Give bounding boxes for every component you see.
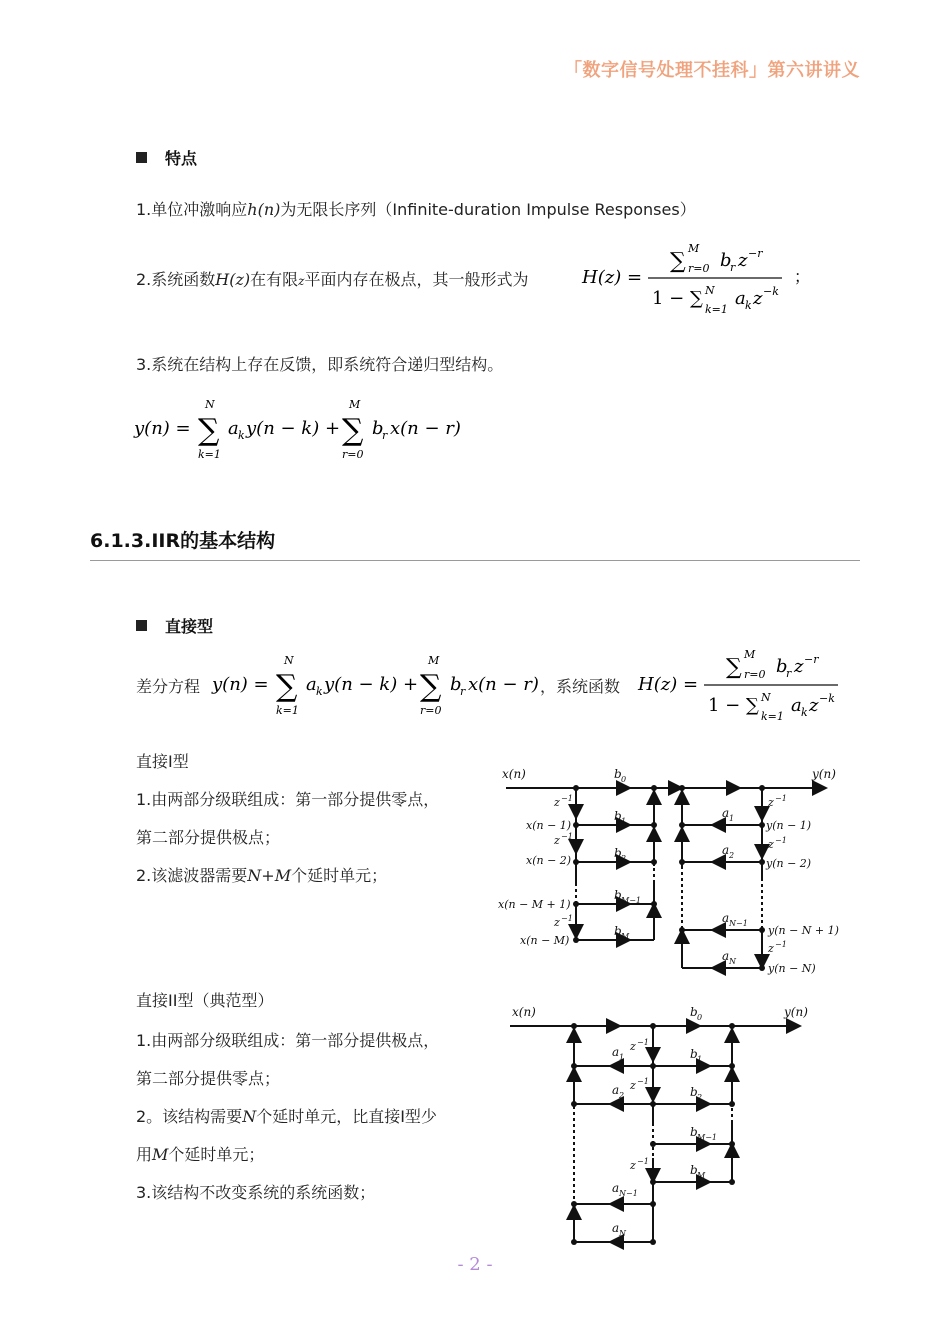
node-dot	[759, 859, 765, 865]
num-sup: M	[688, 242, 700, 255]
label2-b1: b	[690, 1047, 698, 1061]
form2-item2c-b: 个延时单元；	[168, 1145, 265, 1164]
label-z-inv: z	[768, 838, 774, 851]
node-dot	[571, 1063, 577, 1069]
label2-aN1: a	[612, 1181, 620, 1195]
direct-heading	[136, 614, 213, 637]
den-one-2: 1 − ∑	[708, 695, 759, 716]
square-bullet-icon	[136, 620, 147, 631]
section-divider	[90, 560, 860, 561]
sum-a-top-2: N	[284, 654, 294, 667]
node-dot	[759, 822, 765, 828]
label2-z-inv: z	[630, 1079, 636, 1092]
label-aN-sub: N	[729, 957, 736, 966]
feature-1-math: h(n)	[247, 200, 281, 219]
node-dot	[650, 1063, 656, 1069]
node-dot	[571, 1201, 577, 1207]
node-dot	[729, 1063, 735, 1069]
feature-2-text-c: 平面内存在极点，其一般形式为	[304, 270, 529, 289]
label2-a2-sub: 2	[619, 1091, 625, 1100]
label-b1: b	[614, 809, 622, 823]
term-a: a	[228, 418, 239, 439]
label-bM: b	[614, 924, 622, 938]
node-dot	[679, 859, 685, 865]
node-dot	[571, 1101, 577, 1107]
den-z: z	[753, 288, 763, 309]
label-ynN: y(n − N)	[768, 962, 816, 975]
label-x-n: x(n)	[502, 767, 526, 781]
label2-aN1-sub: N−1	[619, 1189, 638, 1198]
num-z: z	[738, 250, 748, 271]
den-z-sup-2: −k	[819, 692, 835, 705]
den-z-2: z	[809, 695, 819, 716]
label-yn2: y(n − 2)	[766, 857, 812, 870]
label-bM-sub: M	[621, 932, 630, 941]
label2-z-inv: z	[630, 1159, 636, 1172]
label2-b0: b	[690, 1005, 698, 1019]
label-b1-sub: 1	[621, 817, 627, 826]
form1-item2-b: 个延时单元；	[291, 866, 388, 885]
feature-item-3: 3.系统在结构上存在反馈，即系统符合递归型结构。	[136, 355, 504, 374]
hz-lhs-2: H(z) =	[638, 674, 699, 695]
label2-b0-sub: 0	[697, 1013, 703, 1022]
node-dot	[571, 1023, 577, 1029]
sum-b-bot: r=0	[342, 448, 364, 461]
num-term: b	[720, 250, 732, 271]
label2-b2: b	[690, 1085, 698, 1099]
label-z-inv-sup: −1	[775, 836, 787, 845]
den-sub-2: k=1	[761, 710, 784, 723]
node-dot	[650, 1141, 656, 1147]
term-a-rest-2: y(n − k) +	[324, 674, 419, 695]
form2-item2c	[136, 1142, 264, 1165]
label2-bM1-sub: M−1	[697, 1133, 717, 1142]
form1-item2-math: N+M	[247, 866, 292, 885]
label-a2-sub: 2	[729, 851, 735, 860]
node-dot	[651, 822, 657, 828]
node-dot	[729, 1101, 735, 1107]
sum-a-bot-2: k=1	[276, 704, 299, 717]
sys-func-label: ，系统函数	[540, 677, 621, 696]
feature-2-math: H(z)	[215, 270, 251, 289]
label-xnM: x(n − M)	[520, 934, 570, 947]
transfer-function-1	[578, 236, 818, 320]
difference-equation-1	[132, 394, 472, 466]
node-dot	[679, 785, 685, 791]
features-heading-text: 特点	[165, 149, 198, 168]
term-b-rest-2: x(n − r)	[468, 674, 539, 695]
direct-form-2-diagram	[500, 998, 820, 1250]
label2-y-n: y(n)	[784, 1005, 808, 1019]
label-z-inv-sup: −1	[561, 832, 573, 841]
label-b2-sub: 2	[621, 854, 627, 863]
form2-item3: 3.该结构不改变系统的系统函数；	[136, 1183, 376, 1202]
feature-1-text-a: 1.单位冲激响应	[136, 200, 248, 219]
node-dot	[759, 965, 765, 971]
label2-bM1: b	[690, 1125, 698, 1139]
diff-label: 差分方程	[136, 677, 201, 696]
y-lhs-2: y(n) =	[212, 674, 269, 695]
node-dot	[573, 937, 579, 943]
node-dot	[679, 927, 685, 933]
den-one: 1 − ∑	[652, 288, 703, 309]
label2-bM-sub: M	[697, 1171, 706, 1180]
hz-lhs: H(z) =	[582, 267, 643, 288]
semicolon: ；	[794, 267, 811, 286]
sum-a-sigma-2: ∑	[276, 669, 298, 704]
node-dot	[573, 859, 579, 865]
label-a1-sub: 1	[729, 814, 735, 823]
den-sup-2: N	[761, 691, 771, 704]
num-term-sub-2: r	[786, 667, 792, 680]
label-b0: b	[614, 767, 622, 781]
node-dot	[650, 1101, 656, 1107]
sum-b-sigma: ∑	[342, 413, 364, 448]
num-z-sup: −r	[748, 247, 763, 260]
label-yn1: y(n − 1)	[766, 819, 812, 832]
direct-heading-text: 直接型	[165, 617, 214, 636]
header-title: 「数字信号处理不挂科」第六讲讲义	[564, 60, 860, 81]
label-xn2: x(n − 2)	[526, 854, 572, 867]
direct-form-1-diagram	[490, 758, 850, 980]
feature-2-text-a: 2.系统函数	[136, 270, 216, 289]
sum-b-bot-2: r=0	[420, 704, 442, 717]
label-aN1-sub: N−1	[729, 919, 748, 928]
label2-bM: b	[690, 1163, 698, 1177]
term-b-sub-2: r	[460, 685, 466, 698]
node-dot	[729, 1141, 735, 1147]
label-bM1: b	[614, 888, 622, 902]
label2-z-inv-sup: −1	[637, 1077, 649, 1086]
label-z-inv: z	[768, 796, 774, 809]
node-dot	[651, 901, 657, 907]
label-aN1: a	[722, 911, 730, 925]
feature-2-text-b: 在有限	[250, 270, 299, 289]
num-z-sup-2: −r	[804, 653, 819, 666]
term-a-2: a	[306, 674, 317, 695]
form2-item2	[136, 1104, 437, 1127]
sum-b-top-2: M	[428, 654, 440, 667]
den-z-sup: −k	[763, 285, 779, 298]
section-title: 6.1.3.IIR的基本结构	[90, 530, 276, 552]
num-sub: r=0	[688, 262, 710, 275]
label-z-inv: z	[554, 834, 560, 847]
label-z-inv-sup: −1	[561, 794, 573, 803]
node-dot	[571, 1239, 577, 1245]
num-sigma: ∑	[670, 249, 686, 274]
feature-item-1	[136, 197, 696, 220]
node-dot	[573, 901, 579, 907]
label-z-inv: z	[768, 942, 774, 955]
form2-item2c-math: M	[152, 1145, 169, 1164]
label2-z-inv-sup: −1	[637, 1157, 649, 1166]
label-y-n: y(n)	[812, 767, 836, 781]
form2-item2-math: N	[242, 1107, 257, 1126]
node-dot	[573, 785, 579, 791]
label-aN: a	[722, 949, 730, 963]
num-sub-2: r=0	[744, 668, 766, 681]
label2-z-inv: z	[630, 1040, 636, 1053]
term-b-rest: x(n − r)	[390, 418, 461, 439]
label2-aN: a	[612, 1221, 620, 1235]
sum-a-top: N	[205, 398, 215, 411]
label-z-inv: z	[554, 796, 560, 809]
label2-aN-sub: N	[619, 1229, 626, 1238]
feature-item-2	[136, 267, 529, 290]
node-dot	[679, 822, 685, 828]
form1-item1a: 1.由两部分级联组成：第一部分提供零点，	[136, 790, 440, 809]
label-xn1: x(n − 1)	[526, 819, 572, 832]
label-b0-sub: 0	[621, 775, 627, 784]
label-b2: b	[614, 846, 622, 860]
term-b-2: b	[450, 674, 462, 695]
label-ynN1: y(n − N + 1)	[768, 924, 839, 937]
node-dot	[650, 1179, 656, 1185]
den-term-sub: k	[745, 299, 752, 312]
label2-a1-sub: 1	[619, 1053, 625, 1062]
form2-item2-a: 2。该结构需要	[136, 1107, 243, 1126]
form1-item2-a: 2.该滤波器需要	[136, 866, 248, 885]
form2-item1a: 1.由两部分级联组成：第一部分提供极点，	[136, 1031, 440, 1050]
form1-title: 直接I型	[136, 752, 189, 771]
feature-2-z: z	[298, 274, 305, 288]
label-xnM1: x(n − M + 1)	[498, 898, 571, 911]
node-dot	[759, 785, 765, 791]
node-dot	[650, 1239, 656, 1245]
label2-x-n: x(n)	[512, 1005, 536, 1019]
num-term-sub: r	[730, 261, 736, 274]
label2-b2-sub: 2	[697, 1093, 703, 1102]
form1-item2	[136, 863, 387, 886]
num-sigma-2: ∑	[726, 655, 742, 680]
label2-a1: a	[612, 1045, 620, 1059]
sum-a-sigma: ∑	[198, 413, 220, 448]
label2-z-inv-sup: −1	[637, 1038, 649, 1047]
page-number: - 2 -	[457, 1254, 493, 1275]
label-z-inv-sup: −1	[561, 914, 573, 923]
den-term-2: a	[791, 695, 802, 716]
term-a-sub: k	[238, 429, 245, 442]
label-z-inv-sup: −1	[775, 794, 787, 803]
node-dot	[729, 1023, 735, 1029]
term-a-sub-2: k	[316, 685, 323, 698]
transfer-function-2	[636, 648, 846, 728]
form2-item2-b: 个延时单元，比直接I型少	[256, 1107, 437, 1126]
feature-1-text-b: 为无限长序列（Infinite-duration Impulse Responses）	[280, 200, 696, 219]
features-heading	[136, 146, 197, 169]
label-a2: a	[722, 843, 730, 857]
node-dot	[651, 859, 657, 865]
form1-item1b: 第二部分提供极点；	[136, 828, 281, 847]
den-sup: N	[705, 284, 715, 297]
sum-a-bot: k=1	[198, 448, 221, 461]
den-sub: k=1	[705, 303, 728, 316]
form2-item1b: 第二部分提供零点；	[136, 1069, 281, 1088]
node-dot	[573, 822, 579, 828]
label-bM1-sub: M−1	[621, 896, 641, 905]
term-b: b	[372, 418, 384, 439]
node-dot	[759, 927, 765, 933]
difference-equation-2	[208, 648, 540, 720]
form2-title: 直接II型（典范型）	[136, 991, 274, 1010]
den-term: a	[735, 288, 746, 309]
num-sup-2: M	[744, 648, 756, 661]
node-dot	[729, 1179, 735, 1185]
node-dot	[651, 785, 657, 791]
num-z-2: z	[794, 656, 804, 677]
label2-b1-sub: 1	[697, 1055, 703, 1064]
form2-item2c-a: 用	[136, 1145, 153, 1164]
sum-b-top: M	[349, 398, 361, 411]
node-dot	[650, 1023, 656, 1029]
term-b-sub: r	[382, 429, 388, 442]
term-a-rest: y(n − k) +	[246, 418, 341, 439]
label2-a2: a	[612, 1083, 620, 1097]
label-z-inv: z	[554, 916, 560, 929]
label-a1: a	[722, 806, 730, 820]
node-dot	[650, 1201, 656, 1207]
square-bullet-icon	[136, 152, 147, 163]
sum-b-sigma-2: ∑	[420, 669, 442, 704]
den-term-sub-2: k	[801, 706, 808, 719]
y-lhs: y(n) =	[134, 418, 191, 439]
num-term-2: b	[776, 656, 788, 677]
label-z-inv-sup: −1	[775, 940, 787, 949]
